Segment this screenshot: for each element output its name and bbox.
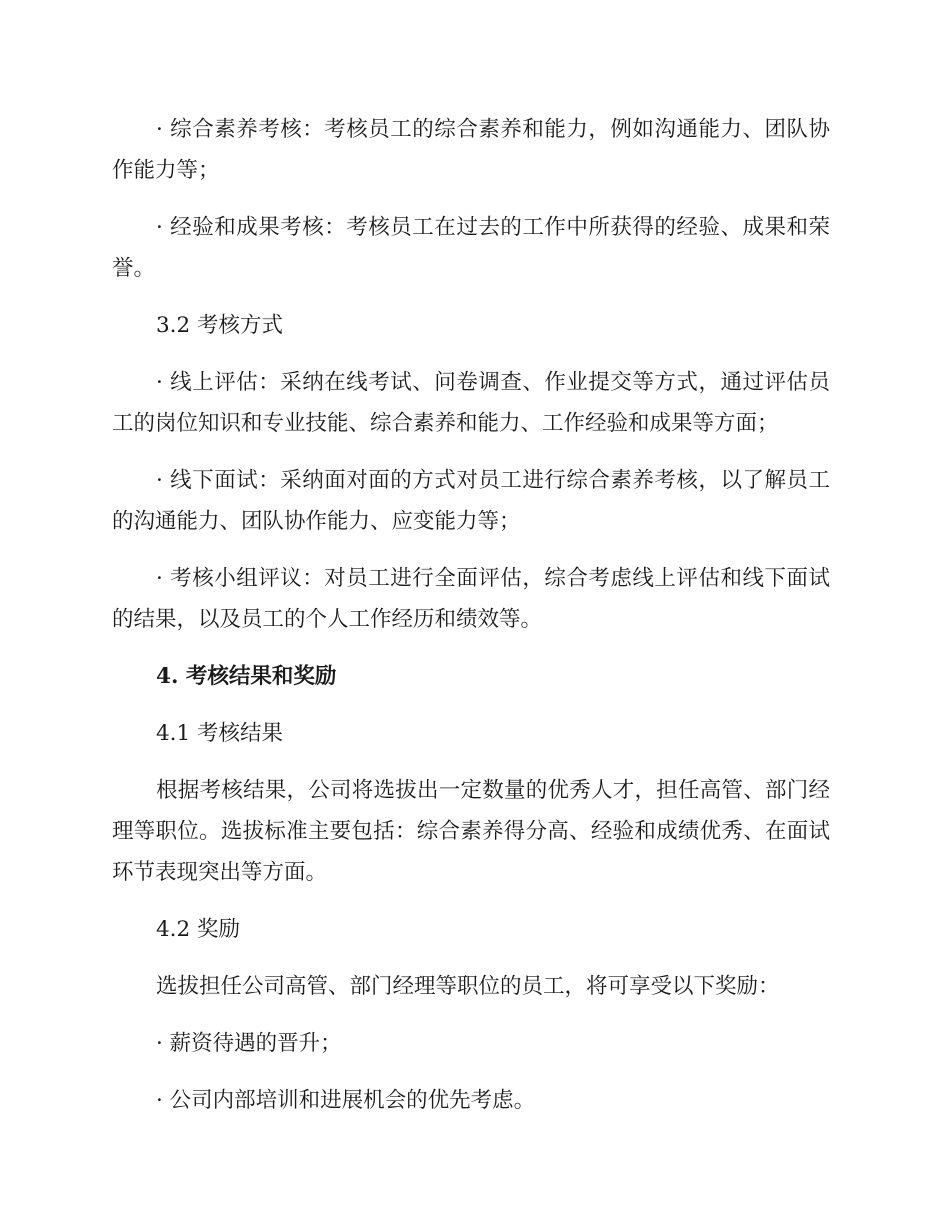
bullet-training-priority: · 公司内部培训和进展机会的优先考虑。 [156,1088,536,1113]
bullet-online-assessment: · 线上评估：采纳在线考试、问卷调查、作业提交等方式，通过评估员工的岗位知识和专业技能、综合素养和能力、工作经验和成果等方面； [112,370,830,436]
section-heading-3-2: 3.2 考核方式 [156,313,284,338]
bullet-salary-promotion: · 薪资待遇的晋升； [156,1031,342,1056]
document-page [112,109,830,1137]
bullet-offline-interview: · 线下面试：采纳面对面的方式对员工进行综合素养考核，以了解员工的沟通能力、团队协作能力、应变能力等； [112,468,830,534]
results-paragraph: 根据考核结果，公司将选拔出一定数量的优秀人才，担任高管、部门经理等职位。选拔标准主要包括：综合素养得分高、经验和成绩优秀、在面试环节表现突出等方面。 [112,778,830,885]
section-heading-4-2: 4.2 奖励 [156,917,241,942]
section-heading-4-1: 4.1 考核结果 [156,721,284,746]
bullet-comprehensive-quality: · 综合素养考核：考核员工的综合素养和能力，例如沟通能力、团队协作能力等； [112,117,830,183]
bullet-experience-results: · 经验和成果考核：考核员工在过去的工作中所获得的经验、成果和荣誉。 [112,215,830,281]
section-heading-4: 4. 考核结果和奖励 [156,664,337,689]
rewards-intro: 选拔担任公司高管、部门经理等职位的员工，将可享受以下奖励： [156,974,780,999]
bullet-panel-review: · 考核小组评议：对员工进行全面评估，综合考虑线上评估和线下面试的结果，以及员工的个人工作经历和绩效等。 [112,566,830,632]
